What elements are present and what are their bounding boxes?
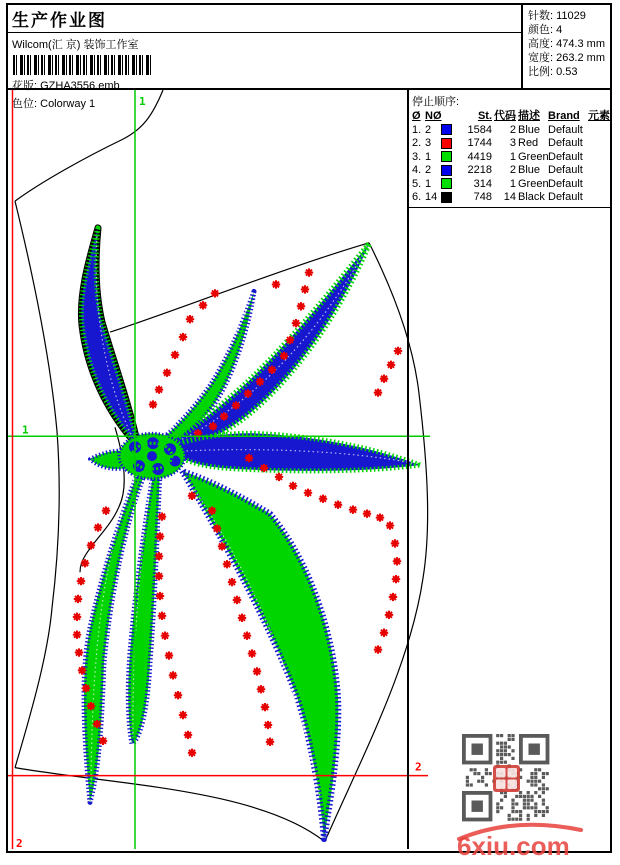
colorway-label: 色位: [12,98,38,110]
stitch-dot [188,492,196,500]
stat-stitches: 针数: 11029 [527,10,586,22]
stitch-dot [199,301,207,309]
col-element: 元素 [588,110,610,123]
stitch-dot [87,541,95,549]
design-drawing [8,90,430,849]
stitch-dot [81,559,89,567]
stitch-dot [169,671,177,679]
stitch-dot [208,507,216,515]
stitch-dot [209,422,217,430]
stitch-dot [171,351,179,359]
leaf-lower-right [182,471,338,839]
stitch-dot [257,685,265,693]
stitch-dot [218,542,226,550]
stitch-dot [155,572,163,580]
col-code: 代码 [494,110,516,123]
stitch-dot [163,369,171,377]
stitch-dot [392,575,400,583]
stitch-dot [374,645,382,653]
stitch-dot [376,513,384,521]
thread-color-swatch [441,178,452,189]
stop-sequence-table [409,110,610,208]
stop-table-row: 2. 3 1744 3 Red Default [412,137,583,150]
stitch-dot [389,593,397,601]
start-label-left: 1 [22,423,29,437]
outline-left-seam [15,201,59,768]
stitch-dot [232,401,240,409]
stitch-dot [363,509,371,517]
stitch-dot [256,378,264,386]
embroidery-canvas [8,90,422,849]
flower-motif [81,228,420,839]
stitch-dot [228,578,236,586]
stitch-dot [301,285,309,293]
pattern-label: 花版: [12,80,38,92]
col-stitches: St. [477,110,492,123]
stitch-dot [184,731,192,739]
stitch-dot [155,552,163,560]
start-label-top: 1 [139,94,146,108]
stitch-dot [73,631,81,639]
stitch-dot [319,495,327,503]
col-brand: Brand [548,110,580,123]
thread-color-swatch [441,192,452,203]
stitch-dot [243,632,251,640]
stat-height: 高度: 474.3 mm [527,38,605,50]
stitch-dot [268,366,276,374]
outline-hem [15,768,324,841]
stitch-dot [211,289,219,297]
stitch-dot [174,691,182,699]
stitch-dot [156,592,164,600]
stat-colors: 颜色: 4 [527,24,563,36]
stitch-dot [155,385,163,393]
colorway-value: Colorway 1 [40,98,96,110]
stitch-dot [165,651,173,659]
stitch-dot [393,557,401,565]
stitch-dot [213,524,221,532]
stitch-dot [349,506,357,514]
stop-table-row: 5. 1 314 1 Green Default [412,177,583,190]
outline-shoulder-line [110,243,369,332]
stitch-dot [75,648,83,656]
stitch-dot [280,352,288,360]
stitch-dot [186,315,194,323]
production-worksheet [6,3,612,861]
barcode [13,55,153,75]
stitch-dot [179,333,187,341]
stitch-dot [374,388,382,396]
stitch-dot [272,280,280,288]
stitch-dot [238,614,246,622]
stitch-dot [386,521,394,529]
stitch-dot [179,711,187,719]
stitch-dot [380,375,388,383]
worksheet-body [8,90,610,861]
stat-width: 宽度: 263.2 mm [527,52,605,64]
page-title: 生产作业图 [8,5,521,33]
flower-center [119,433,185,479]
thread-color-swatch [441,124,452,135]
stitch-dot [244,389,252,397]
end-label-bottom: 2 [16,837,23,849]
stitch-dot [275,473,283,481]
stitch-dot [161,632,169,640]
stat-scale: 比例: 0.53 [527,66,578,78]
watermark-site-text: 6xiu.com [457,831,570,861]
stitch-dot [264,721,272,729]
pattern-value: GZHA3556.emb [40,80,120,92]
stitch-dot [245,454,253,462]
thread-color-swatch [441,138,452,149]
stop-table-header [412,110,610,124]
stop-table-body [412,124,610,205]
stitch-dot [102,507,110,515]
stitch-dot [260,464,268,472]
color-sequence-panel [407,90,610,861]
col-desc: 描述 [518,110,540,123]
stitch-dot [266,738,274,746]
end-label-right: 2 [415,760,422,774]
leaf-right [174,433,420,471]
site-watermark [455,734,587,862]
stitch-dot [220,412,228,420]
stitch-dot [394,347,402,355]
stitch-dot [385,611,393,619]
stitch-dot [380,629,388,637]
col-seq: Ø [412,110,421,123]
stitch-dot [261,703,269,711]
thread-color-swatch [441,165,452,176]
stitch-dot [93,720,101,728]
stitch-dot [149,400,157,408]
stitch-dot [156,532,164,540]
stitch-dot [94,523,102,531]
stitch-dot [77,577,85,585]
stitch-dot [82,684,90,692]
stitch-dot [334,501,342,509]
red-seal [493,765,520,792]
stitch-dot [305,268,313,276]
stitch-dot [233,596,241,604]
design-stats [523,5,610,88]
studio-name: Wilcom(汇 京) 装饰工作室 [12,39,139,51]
stitch-dot [248,649,256,657]
stitch-dot [387,361,395,369]
watermark-graphic [455,734,587,862]
stitch-dot [74,595,82,603]
stitch-dot [188,749,196,757]
stitch-dot [289,482,297,490]
stitch-dot [391,539,399,547]
stitch-dot [292,319,300,327]
stitch-dot [297,302,305,310]
stitch-dot [304,489,312,497]
col-needle: NØ [425,110,442,123]
stitch-dot [158,512,166,520]
stop-table-row: 1. 2 1584 2 Blue Default [412,123,583,136]
stop-sequence-title: 停止顺序: [412,96,460,108]
stitch-dot [253,667,261,675]
stitch-dot [99,737,107,745]
stitch-dot [223,560,231,568]
thread-color-swatch [441,151,452,162]
stitch-dot [158,612,166,620]
stitch-dot [73,613,81,621]
stop-table-row: 3. 1 4419 1 Green Default [412,150,583,163]
stitch-dot [286,336,294,344]
stitch-dot [87,702,95,710]
stitch-dot [78,666,86,674]
stop-table-row: 6. 14 748 14 Black Default [412,191,583,204]
stop-table-row: 4. 2 2218 2 Blue Default [412,164,583,177]
